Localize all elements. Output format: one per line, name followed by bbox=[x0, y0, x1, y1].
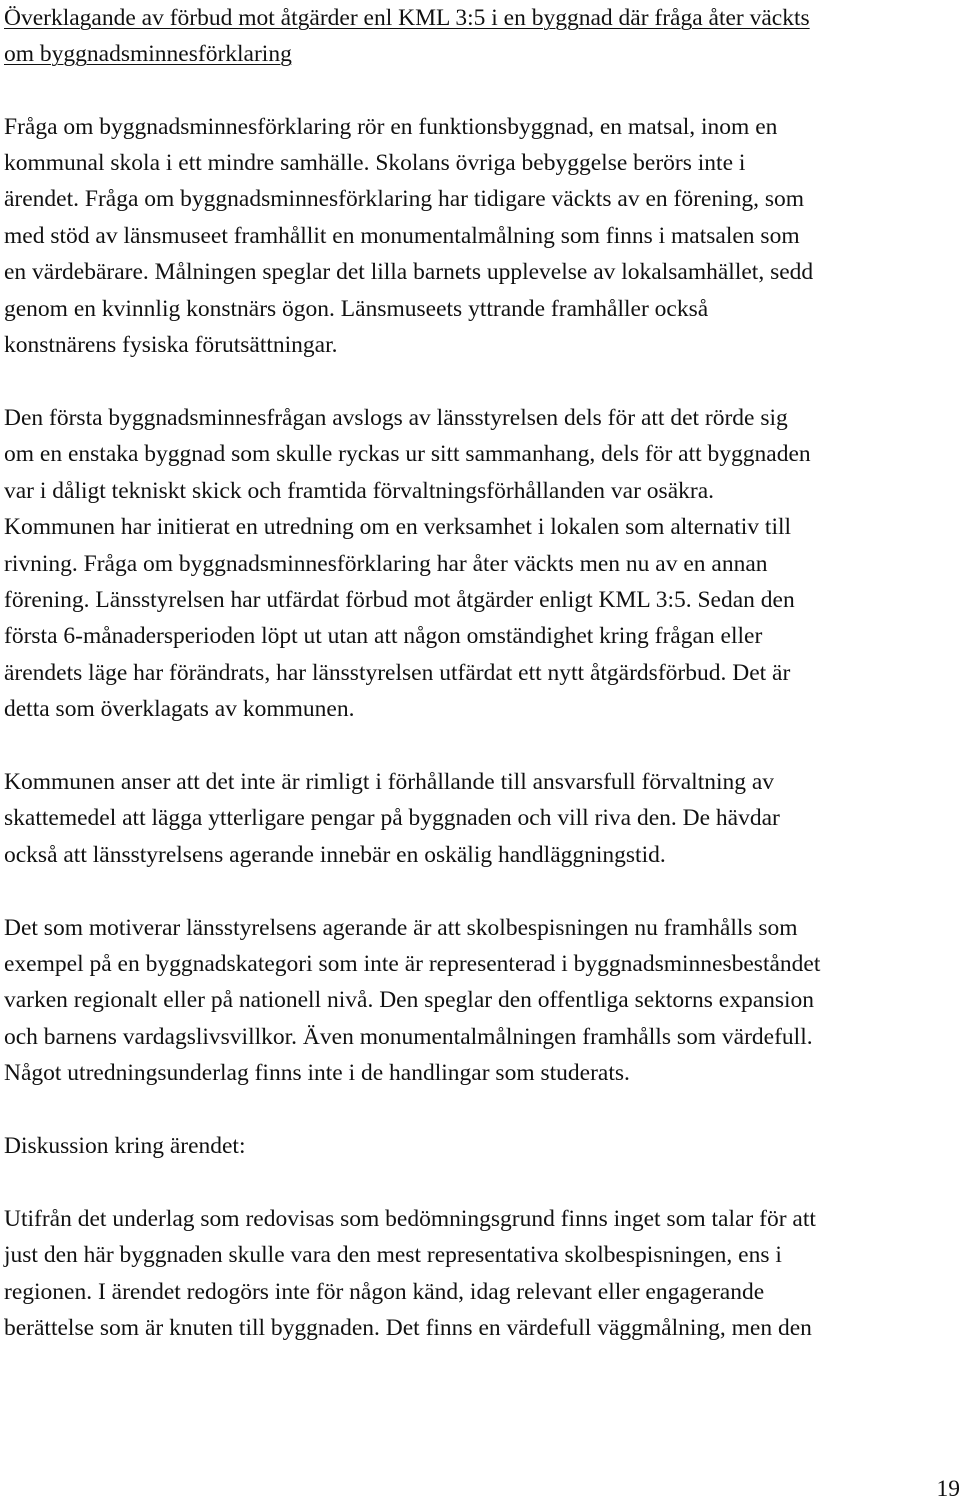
paragraph-1-line: kommunal skola i ett mindre samhälle. Skolans övriga bebyggelse berörs inte i bbox=[4, 150, 746, 176]
paragraph-5-line: Utifrån det underlag som redovisas som bedömningsgrund finns inget som talar för att bbox=[4, 1206, 816, 1232]
heading-line-1: Överklagande av förbud mot åtgärder enl KML 3:5 i en byggnad där fråga åter väckts bbox=[4, 5, 810, 31]
paragraph-5-line: regionen. I ärendet redogörs inte för någon känd, idag relevant eller engagerande bbox=[4, 1279, 765, 1305]
paragraph-3-line: Kommunen anser att det inte är rimligt i förhållande till ansvarsfull förvaltning av bbox=[4, 769, 775, 795]
paragraph-5-line: berättelse som är knuten till byggnaden. Det finns en värdefull väggmålning, men den bbox=[4, 1315, 812, 1341]
paragraph-4-line: Något utredningsunderlag finns inte i de handlingar som studerats. bbox=[4, 1060, 630, 1086]
section-subheading: Diskussion kring ärendet: bbox=[4, 1133, 246, 1159]
paragraph-1-line: en värdebärare. Målningen speglar det lilla barnets upplevelse av lokalsamhället, sedd bbox=[4, 259, 814, 285]
paragraph-2-line: rivning. Fråga om byggnadsminnesförklaring har åter väckts men nu av en annan bbox=[4, 551, 768, 577]
paragraph-4-line: varken regionalt eller på nationell nivå. Den speglar den offentliga sektorns expansion bbox=[4, 987, 815, 1013]
paragraph-2-line: om en enstaka byggnad som skulle ryckas ur sitt sammanhang, dels för att byggnaden bbox=[4, 441, 811, 467]
paragraph-1-line: med stöd av länsmuseet framhållit en monumentalmålning som finns i matsalen som bbox=[4, 223, 800, 249]
heading-line-2: om byggnadsminnesförklaring bbox=[4, 41, 292, 67]
paragraph-4-line: Det som motiverar länsstyrelsens agerande är att skolbespisningen nu framhålls som bbox=[4, 915, 798, 941]
paragraph-4-line: exempel på en byggnadskategori som inte är representerad i byggnadsminnesbeståndet bbox=[4, 951, 821, 977]
paragraph-2-line: Kommunen har initierat en utredning om en verksamhet i lokalen som alternativ till bbox=[4, 514, 792, 540]
paragraph-5-line: just den här byggnaden skulle vara den mest representativa skolbespisningen, ens i bbox=[4, 1242, 782, 1268]
paragraph-2-line: Den första byggnadsminnesfrågan avslogs av länsstyrelsen dels för att det rörde sig bbox=[4, 405, 788, 431]
paragraph-2-line: ärendets läge har förändrats, har länsstyrelsen utfärdat ett nytt åtgärdsförbud. Det är bbox=[4, 660, 791, 686]
paragraph-3-line: skattemedel att lägga ytterligare pengar på byggnaden och vill riva den. De hävdar bbox=[4, 805, 780, 831]
paragraph-2-line: detta som överklagats av kommunen. bbox=[4, 696, 355, 722]
paragraph-4-line: och barnens vardagslivsvillkor. Även monumentalmålningen framhålls som värdefull. bbox=[4, 1024, 813, 1050]
paragraph-2-line: första 6-månadersperioden löpt ut utan att någon omständighet kring frågan eller bbox=[4, 623, 763, 649]
paragraph-1-line: konstnärens fysiska förutsättningar. bbox=[4, 332, 338, 358]
paragraph-3-line: också att länsstyrelsens agerande innebär en oskälig handläggningstid. bbox=[4, 842, 666, 868]
paragraph-1-line: Fråga om byggnadsminnesförklaring rör en funktionsbyggnad, en matsal, inom en bbox=[4, 114, 778, 140]
paragraph-2-line: var i dåligt tekniskt skick och framtida förvaltningsförhållanden var osäkra. bbox=[4, 478, 715, 504]
page-number: 19 bbox=[936, 1476, 960, 1502]
paragraph-1-line: ärendet. Fråga om byggnadsminnesförklaring har tidigare väckts av en förening, som bbox=[4, 186, 805, 212]
paragraph-2-line: förening. Länsstyrelsen har utfärdat förbud mot åtgärder enligt KML 3:5. Sedan den bbox=[4, 587, 795, 613]
paragraph-1-line: genom en kvinnlig konstnärs ögon. Länsmuseets yttrande framhåller också bbox=[4, 296, 709, 322]
